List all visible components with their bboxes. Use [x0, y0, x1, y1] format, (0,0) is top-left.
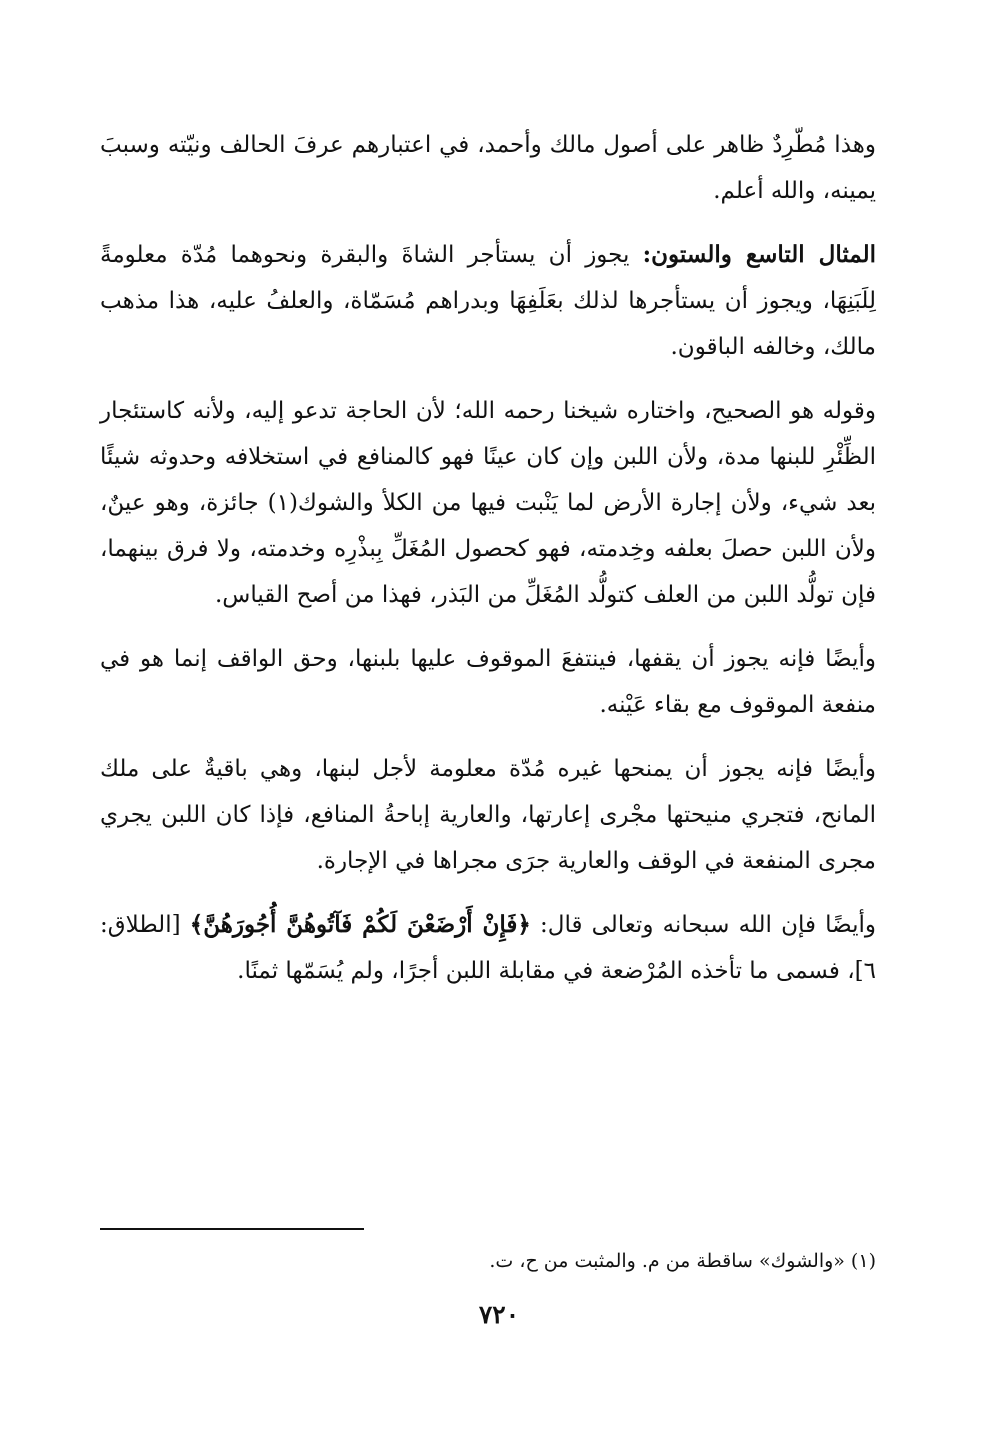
- paragraph-3-text: وقوله هو الصحيح، واختاره شيخنا رحمه الله؛ لأن الحاجة تدعو إليه، ولأنه كاستئجار الظِّئْرِ للبنها مدة، ولأن اللبن وإن كان عينًا فهو كالمنافع في استخلافه وحدوثه شيئًا بعد شيء، ولأن إجارة الأرض لما يَنْبت فيها من الكلأ والشوك(١) جائزة، وهو عينٌ، ولأن اللبن حصلَ بعلفه وخِدمته، فهو كحصول المُغَلِّ بِبذْرِه وخدمته، ولا فرق بينهما، فإن تولُّد اللبن من العلف كتولُّد المُغَلِّ من البَذر، فهذا من أصح القياس.: [100, 398, 876, 608]
- page-body: [100, 122, 876, 1012]
- paragraph-5: [100, 746, 876, 884]
- paragraph-2-text: يجوز أن يستأجر الشاةَ والبقرة ونحوهما مُدّة معلومةً لِلَبَنِهَا، ويجوز أن يستأجرها لذلك بعَلَفِهَا وبدراهم مُسَمّاة، والعلفُ عليه، هذا مذهب مالك، وخالفه الباقون.: [100, 242, 876, 360]
- paragraph-6-rest: [الطلاق: ٦]، فسمى ما تأخذه المُرْضعة في مقابلة اللبن أجرًا، ولم يُسَمّها ثمنًا.: [100, 912, 876, 984]
- quran-verse: ﴿فَإِنْ أَرْضَعْنَ لَكُمْ فَآتُوهُنَّ أُجُورَهُنَّ﴾: [189, 911, 531, 938]
- paragraph-4-text: وأيضًا فإنه يجوز أن يقفها، فينتفعَ الموقوف عليها بلبنها، وحق الواقف إنما هو في منفعة الموقوف مع بقاء عَيْنه.: [100, 646, 876, 718]
- footnote-divider: [100, 1228, 364, 1230]
- paragraph-5-text: وأيضًا فإنه يجوز أن يمنحها غيره مُدّة معلومة لأجل لبنها، وهي باقيةٌ على ملك المانح، فتجري منيحتها مجْرى إعارتها، والعارية إباحةُ المنافع، فإذا كان اللبن يجري مجرى المنفعة في الوقف والعارية جرَى مجراها في الإجارة.: [100, 756, 876, 874]
- paragraph-3: [100, 388, 876, 618]
- paragraph-2: [100, 232, 876, 370]
- paragraph-1-text: وهذا مُطّرِدٌ ظاهر على أصول مالك وأحمد، في اعتبارهم عرفَ الحالف ونيّته وسببَ يمينه، والله أعلم.: [100, 132, 876, 204]
- paragraph-6: [100, 902, 876, 994]
- example-heading: المثال التاسع والستون:: [642, 241, 876, 268]
- paragraph-6-intro: وأيضًا فإن الله سبحانه وتعالى قال:: [530, 912, 876, 938]
- paragraph-1: [100, 122, 876, 214]
- footnote: (١) «والشوك» ساقطة من م. والمثبت من ح، ت.: [489, 1250, 876, 1272]
- paragraph-4: [100, 636, 876, 728]
- page-number: ٧٢٠: [478, 1300, 520, 1329]
